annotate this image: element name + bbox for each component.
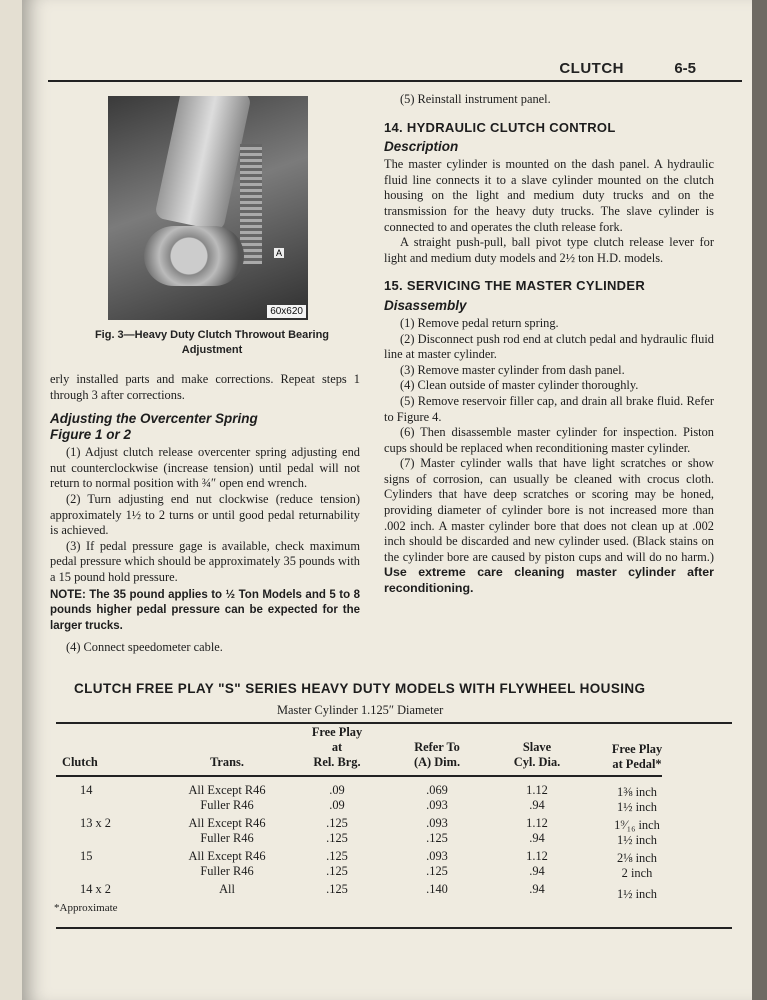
section-15-heading: 15. SERVICING THE MASTER CYLINDER [384,278,646,294]
step-3: (3) If pedal pressure gage is available, check maximum pedal pressure which should be approximately 35 pounds with a 15 pound hold pressure. [50,538,360,584]
paragraph: erly installed parts and make corrections. Repeat steps 1 through 3 after corrections. [50,372,360,402]
table-cell-dim: .093 .125 [426,816,448,845]
section-14-heading: 14. HYDRAULIC CLUTCH CONTROL [384,119,616,135]
table-bottom-rule [56,927,732,929]
left-column [50,372,360,656]
table-footnote: *Approximate [54,902,118,914]
table-subtitle: Master Cylinder 1.125″ Diameter [277,703,444,717]
note: NOTE: The 35 pound applies to ½ Ton Models and 5 to 8 pounds higher pedal pressure can be expected for the larger trucks. [50,588,360,632]
table-cell-slave: 1.12 .94 [526,783,548,812]
step-1: (1) Adjust clutch release overcenter spring adjusting end nut counterclockwise (increase tension) until pedal will not return to normal position with ¾″ open end wrench. [50,445,360,491]
table-cell-rel: .125 [326,882,348,896]
table-top-rule [56,722,732,724]
header-slave: Slave Cyl. Dia. [513,740,561,769]
disassembly-step-1: (1) Remove pedal return spring. [400,315,559,330]
table-cell-pedal: 1½ inch [617,887,657,901]
section-title: CLUTCH [559,60,624,77]
description-heading: Description [384,139,459,155]
table-cell-trans: All Except R46 Fuller R46 [188,783,266,812]
table-cell-rel: .125 .125 [326,816,348,845]
disassembly-step-5: (5) Remove reservoir filler cap, and drain all brake fluid. Refer to Figure 4. [384,393,714,424]
table-cell-trans: All [219,882,235,896]
table-cell-clutch: 15 [80,849,93,863]
table-title: CLUTCH FREE PLAY "S" SERIES HEAVY DUTY MODELS WITH FLYWHEEL HOUSING [74,681,646,696]
step-2: (2) Turn adjusting end nut clockwise (reduce tension) approximately 1½ to 2 turns or until good pedal returnability is achieved. [50,491,360,538]
table-cell-trans: All Except R46 Fuller R46 [188,816,266,845]
header-rel-brg: Free Play at Rel. Brg. [311,725,363,769]
table-cell-clutch: 14 [80,783,93,797]
table-cell-pedal: 1⁹⁄₁₆ inch 1½ inch [614,818,660,847]
header-trans: Trans. [210,755,244,769]
table-cell-dim: .140 [426,882,448,896]
figure-caption: Fig. 3—Heavy Duty Clutch Throwout Bearing Adjustment [94,329,330,356]
disassembly-heading: Disassembly [384,297,467,313]
header-clutch: Clutch [62,755,98,769]
table-cell-slave: 1.12 .94 [526,816,548,845]
step-4: (4) Connect speedometer cable. [66,640,223,655]
right-column [384,92,714,597]
table-cell-rel: .125 .125 [326,849,348,878]
table-cell-dim: .069 .093 [426,783,448,812]
table-cell-slave: .94 [529,882,545,896]
table-cell-pedal: 1⅜ inch 1½ inch [617,785,657,814]
header-pedal: Free Play at Pedal* [611,742,663,771]
disassembly-step-2: (2) Disconnect push rod end at clutch pedal and hydraulic fluid line at master cylinder. [384,331,714,362]
step-5: (5) Reinstall instrument panel. [400,92,551,106]
dimension-callout: A [276,248,283,258]
table-cell-slave: 1.12 .94 [526,849,548,878]
bearing-hub [144,226,244,286]
subheading: Adjusting the Overcenter Spring Figure 1 or 2 [50,411,258,443]
manual-page [22,0,752,1000]
disassembly-step-6: (6) Then disassemble master cylinder for inspection. Piston cups should be replaced when reconditioning master cylinder. [384,425,714,455]
page-number: 6-5 [674,60,696,77]
description-paragraph-2: A straight push-pull, ball pivot type clutch release lever for light and medium duty models and 2½ ton H.D. models. [384,235,714,265]
table-cell-rel: .09 .09 [329,783,345,812]
table-cell-trans: All Except R46 Fuller R46 [188,849,266,878]
adjacent-page-edge [0,0,23,1000]
release-arm [154,96,252,232]
disassembly-step-4: (4) Clean outside of master cylinder thoroughly. [400,378,639,393]
header-dim: Refer To (A) Dim. [413,740,461,769]
table-header-rule [56,775,662,777]
table-cell-pedal: 2⅛ inch 2 inch [617,851,657,880]
table-cell-clutch: 13 x 2 [80,816,111,830]
figure-code: 60x620 [267,305,306,318]
table-cell-dim: .093 .125 [426,849,448,878]
description-paragraph-1: The master cylinder is mounted on the dash panel. A hydraulic fluid line connects it to a slave cylinder mounted on the clutch housing on the light and medium duty trucks and on the transmission for the heavy duty trucks. The slave cylinder is connected to and operates the cluth release fork. [384,157,714,234]
running-header [48,52,742,82]
figure-photo [108,96,308,320]
disassembly-step-3: (3) Remove master cylinder from dash panel. [400,362,625,377]
disassembly-step-7: (7) Master cylinder walls that have light scratches or show signs of corrosion, can usually be cleaned with crocus cloth. Cylinders that have deep scratches or scoring may be honed, providing diameter of cylinder bore is not increased more than .002 inch. A master cylinder bore that does not clean up at .002 inch should be discarded and new cylinder used. (Black stains on the cylinder bore are caused by piston cups and will do no harm.) Use extreme care cleaning master cylinder after reconditioning. [384,456,714,596]
adjusting-bolt [240,144,262,264]
table-cell-clutch: 14 x 2 [80,882,111,896]
